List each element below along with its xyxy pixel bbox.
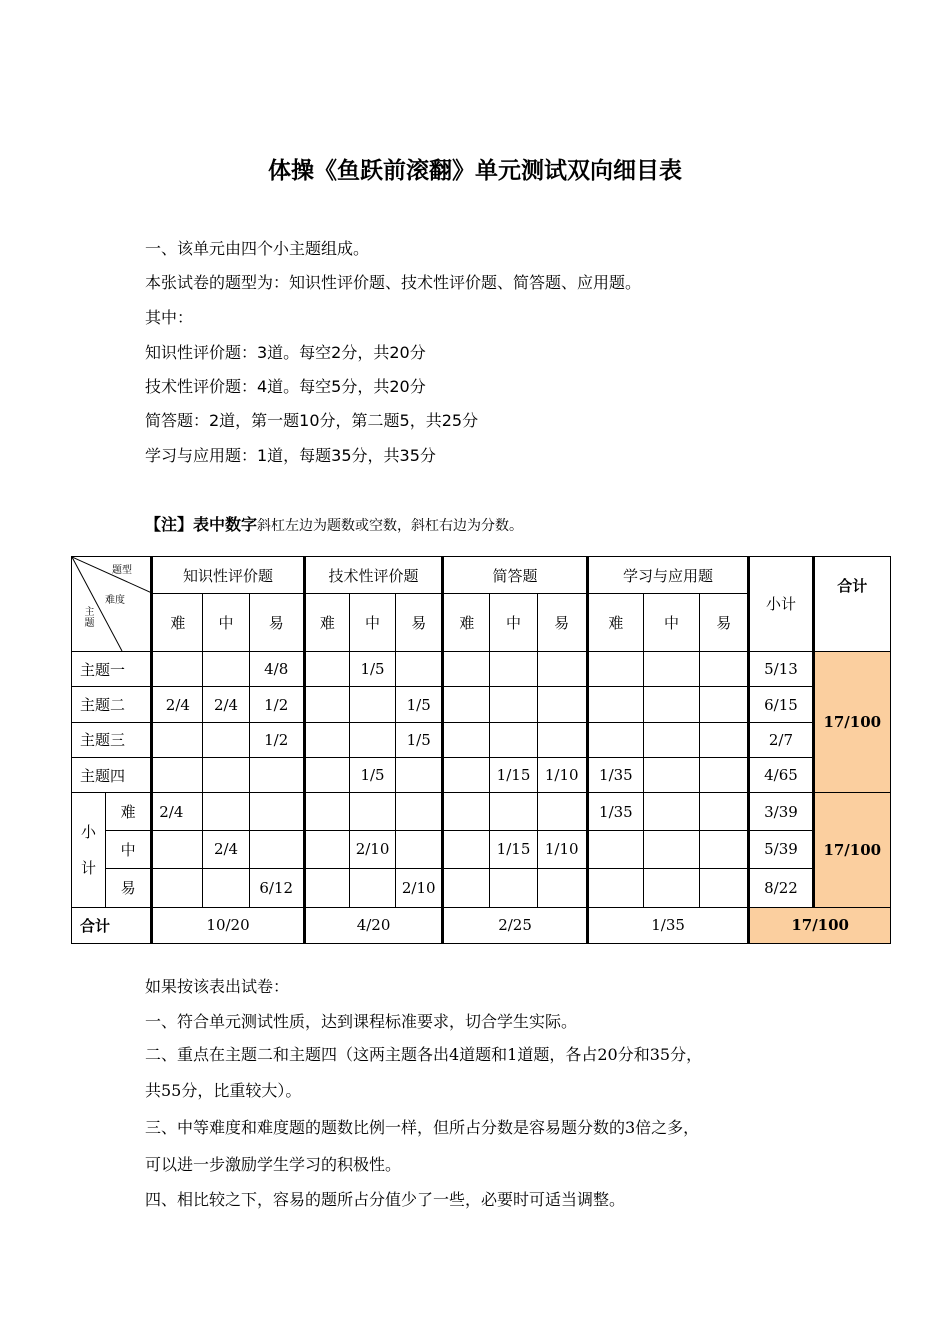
table-note — [145, 512, 523, 535]
category-header: 学习与应用题 — [587, 557, 749, 594]
table-row — [72, 907, 891, 943]
cell — [349, 793, 395, 830]
cell — [587, 830, 643, 868]
cell — [349, 722, 395, 757]
category-total: 4/20 — [304, 907, 442, 943]
row-subtotal: 3/39 — [749, 793, 813, 830]
row-label: 主题三 — [72, 722, 152, 757]
cell — [643, 869, 699, 907]
subtotal-side-label — [72, 793, 106, 907]
cell: 2/10 — [349, 830, 395, 868]
cell — [349, 687, 395, 722]
cell: 1/2 — [249, 722, 304, 757]
row-subtotal: 5/13 — [749, 651, 813, 686]
level-header: 易 — [700, 594, 749, 652]
level-header: 中 — [349, 594, 395, 652]
cell — [396, 793, 443, 830]
row-label: 易 — [106, 869, 152, 907]
cell — [304, 869, 349, 907]
score-line: 知识性评价题：3道。每空2分，共20分 — [145, 343, 426, 362]
cell — [203, 651, 249, 686]
cell — [203, 793, 249, 830]
cell — [643, 793, 699, 830]
cell — [249, 793, 304, 830]
cell — [396, 830, 443, 868]
table-row — [72, 793, 891, 830]
cell — [700, 651, 749, 686]
subtotal-header: 小计 — [749, 557, 813, 652]
row-subtotal: 5/39 — [749, 830, 813, 868]
cell: 1/35 — [587, 758, 643, 793]
cell: 1/5 — [349, 651, 395, 686]
cell: 2/4 — [203, 830, 249, 868]
conclusion-line: 可以进一步激励学生学习的积极性。 — [145, 1155, 402, 1174]
cell — [443, 687, 490, 722]
cell — [443, 869, 490, 907]
cell — [152, 651, 203, 686]
cell — [304, 830, 349, 868]
table-row — [72, 869, 891, 907]
cell — [587, 687, 643, 722]
cell: 1/10 — [537, 830, 587, 868]
cell — [203, 758, 249, 793]
row-subtotal: 4/65 — [749, 758, 813, 793]
cell — [490, 869, 537, 907]
cell — [537, 687, 587, 722]
level-header: 中 — [643, 594, 699, 652]
cell — [203, 722, 249, 757]
table-row — [72, 758, 891, 793]
cell — [643, 722, 699, 757]
cell: 1/15 — [490, 830, 537, 868]
note-rest: 斜杠左边为题数或空数，斜杠右边为分数。 — [257, 518, 524, 534]
cell — [643, 651, 699, 686]
subtotal-char: 计 — [81, 858, 97, 877]
score-line: 技术性评价题：4道。每空5分，共20分 — [145, 377, 426, 396]
intro-line: 本张试卷的题型为：知识性评价题、技术性评价题、简答题、应用题。 — [145, 273, 642, 292]
cell — [443, 793, 490, 830]
row-label: 主题二 — [72, 687, 152, 722]
intro-line: 一、该单元由四个小主题组成。 — [145, 239, 370, 258]
category-total: 10/20 — [152, 907, 305, 943]
cell — [203, 869, 249, 907]
level-header: 易 — [537, 594, 587, 652]
category-total: 1/35 — [587, 907, 749, 943]
cell: 1/5 — [396, 687, 443, 722]
category-header: 简答题 — [443, 557, 588, 594]
cell: 1/10 — [537, 758, 587, 793]
corner-topic-label: 主题 — [84, 607, 95, 629]
table-row — [72, 722, 891, 757]
cell — [587, 651, 643, 686]
cell — [700, 758, 749, 793]
cell — [304, 793, 349, 830]
cell — [396, 758, 443, 793]
cell — [152, 830, 203, 868]
cell: 1/5 — [349, 758, 395, 793]
cell — [490, 687, 537, 722]
level-header: 难 — [587, 594, 643, 652]
category-header: 知识性评价题 — [152, 557, 305, 594]
cell — [700, 830, 749, 868]
cell: 4/8 — [249, 651, 304, 686]
cell — [443, 722, 490, 757]
cell — [537, 793, 587, 830]
cell — [643, 687, 699, 722]
subtotal-char: 小 — [81, 822, 97, 841]
cell — [700, 722, 749, 757]
level-header: 难 — [152, 594, 203, 652]
cell — [700, 793, 749, 830]
level-header: 中 — [203, 594, 249, 652]
cell: 1/35 — [587, 793, 643, 830]
cell: 2/10 — [396, 869, 443, 907]
row-label: 主题四 — [72, 758, 152, 793]
cell — [700, 687, 749, 722]
cell — [490, 793, 537, 830]
row-label: 主题一 — [72, 651, 152, 686]
cell: 1/2 — [249, 687, 304, 722]
cell — [490, 651, 537, 686]
level-total: 17/100 — [813, 793, 890, 907]
cell — [304, 722, 349, 757]
table-row — [72, 687, 891, 722]
cell — [587, 869, 643, 907]
note-bold: 表中数字 — [193, 515, 258, 534]
cell — [537, 651, 587, 686]
table-row — [72, 651, 891, 686]
cell — [700, 869, 749, 907]
conclusion-line: 共55分，比重较大）。 — [145, 1081, 302, 1100]
level-header: 难 — [304, 594, 349, 652]
cell — [152, 722, 203, 757]
corner-header — [72, 557, 152, 652]
level-header: 难 — [443, 594, 490, 652]
note-bracket: 【注】 — [145, 515, 194, 534]
score-line: 简答题：2道，第一题10分，第二题5，共25分 — [145, 411, 479, 430]
grand-total: 17/100 — [749, 907, 891, 943]
category-header: 技术性评价题 — [304, 557, 442, 594]
cell — [643, 830, 699, 868]
level-header: 易 — [249, 594, 304, 652]
table-row — [72, 830, 891, 868]
cell — [490, 722, 537, 757]
row-label: 难 — [106, 793, 152, 830]
cell — [443, 830, 490, 868]
corner-type-label: 题型 — [112, 565, 132, 576]
cell — [587, 722, 643, 757]
category-total: 2/25 — [443, 907, 588, 943]
cell: 2/4 — [152, 793, 203, 830]
cell: 2/4 — [203, 687, 249, 722]
conclusion-line: 二、重点在主题二和主题四（这两主题各出4道题和1道题，各占20分和35分， — [145, 1045, 703, 1064]
row-label: 中 — [106, 830, 152, 868]
row-label: 合计 — [72, 907, 152, 943]
cell — [349, 869, 395, 907]
cell: 1/5 — [396, 722, 443, 757]
topic-total: 17/100 — [813, 651, 890, 792]
cell — [152, 869, 203, 907]
cell — [443, 651, 490, 686]
cell — [249, 830, 304, 868]
conclusion-line: 四、相比较之下，容易的题所占分值少了一些，必要时可适当调整。 — [145, 1190, 626, 1209]
cell: 2/4 — [152, 687, 203, 722]
row-subtotal: 8/22 — [749, 869, 813, 907]
conclusion-line: 三、中等难度和难度题的题数比例一样，但所占分数是容易题分数的3倍之多， — [145, 1118, 700, 1137]
page-title: 体操《鱼跃前滚翻》单元测试双向细目表 — [268, 158, 682, 184]
cell — [537, 722, 587, 757]
cell — [643, 758, 699, 793]
total-header: 合计 — [813, 557, 890, 652]
conclusion-line: 如果按该表出试卷： — [145, 977, 290, 996]
level-header: 易 — [396, 594, 443, 652]
row-subtotal: 2/7 — [749, 722, 813, 757]
cell — [152, 758, 203, 793]
cell — [443, 758, 490, 793]
spec-table — [71, 556, 891, 944]
cell — [249, 758, 304, 793]
intro-line: 其中： — [145, 308, 194, 327]
level-header: 中 — [490, 594, 537, 652]
conclusion-line: 一、符合单元测试性质，达到课程标准要求，切合学生实际。 — [145, 1012, 578, 1031]
cell: 6/12 — [249, 869, 304, 907]
corner-difficulty-label: 难度 — [105, 595, 125, 606]
cell — [396, 651, 443, 686]
cell — [304, 651, 349, 686]
cell — [537, 869, 587, 907]
row-subtotal: 6/15 — [749, 687, 813, 722]
cell: 1/15 — [490, 758, 537, 793]
cell — [304, 758, 349, 793]
score-line: 学习与应用题：1道，每题35分，共35分 — [145, 446, 436, 465]
cell — [304, 687, 349, 722]
